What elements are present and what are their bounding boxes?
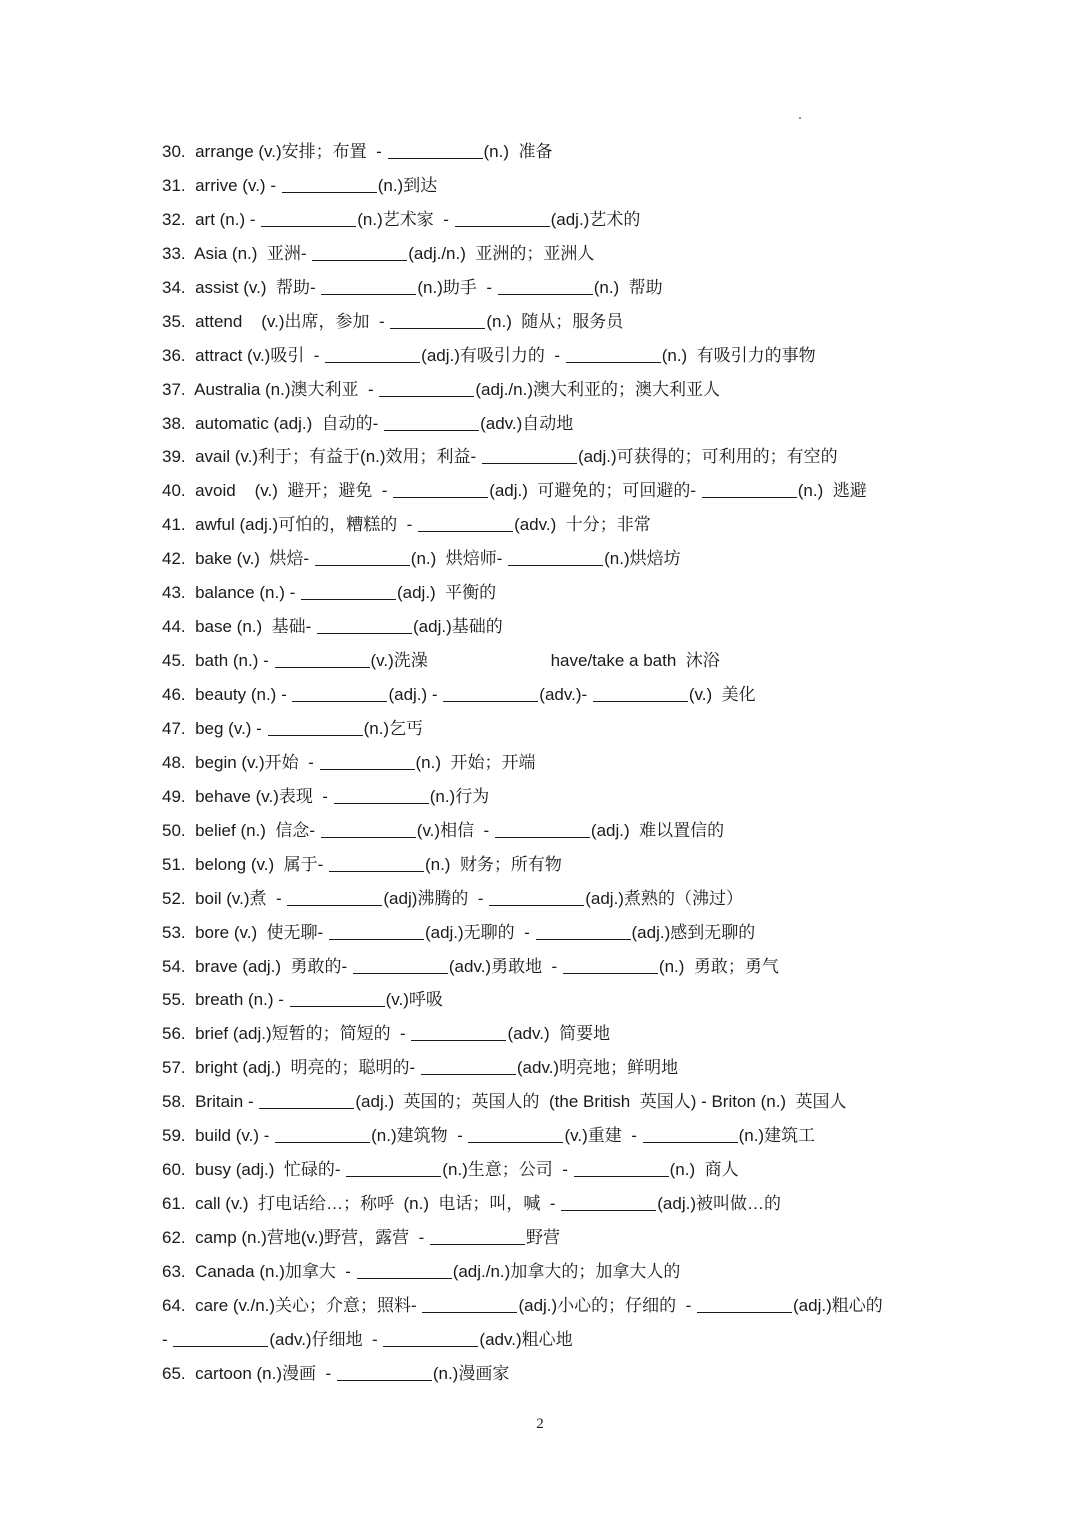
vocab-entry-42 [162, 544, 942, 578]
entry-text: (n.) 商人 [669, 1160, 739, 1180]
fill-in-blank[interactable] [418, 530, 513, 532]
entry-text: 42. bake (v.) 烘焙- [162, 549, 314, 569]
entry-text: (adj.) 英国的；英国人的 (the British 英国人) - Briton (n.) 英国人 [355, 1092, 847, 1112]
entry-text: (adv.)明亮地；鲜明地 [516, 1058, 679, 1078]
entry-text: (n.) 帮助 [593, 277, 663, 297]
vocab-entry-34 [162, 273, 942, 307]
vocab-entry-40 [162, 476, 942, 510]
entry-text: 37. Australia (n.)澳大利亚 - [162, 379, 379, 399]
fill-in-blank[interactable] [482, 462, 577, 464]
entry-text: (v.) 美化 [688, 685, 756, 704]
entry-text: (adj.) 难以置信的 [590, 820, 725, 840]
entry-text: 38. automatic (adj.) 自动的- [162, 413, 384, 433]
scan-speck [799, 117, 801, 119]
fill-in-blank[interactable] [702, 496, 797, 498]
vocab-entry-47 [162, 714, 942, 748]
fill-in-blank[interactable] [329, 938, 424, 940]
entry-text: (adj)沸腾的 - [383, 888, 489, 908]
entry-text: (n.) 开始；开端 [415, 752, 536, 772]
vocab-entry-41 [162, 510, 942, 544]
fill-in-blank[interactable] [411, 1039, 506, 1041]
entry-text: 44. base (n.) 基础- [162, 617, 316, 637]
entry-text: (adj.) 可避免的；可回避的- [489, 481, 701, 501]
fill-in-blank[interactable] [468, 1141, 563, 1143]
fill-in-blank[interactable] [268, 734, 363, 736]
entry-text: 53. bore (v.) 使无聊- [162, 922, 328, 942]
entry-text: (adj.)有吸引力的 - [421, 345, 565, 365]
vocab-entry-50 [162, 816, 942, 850]
vocab-entry-58 [162, 1087, 942, 1121]
entry-text: 47. beg (v.) - [162, 718, 267, 738]
entry-text: 49. behave (v.)表现 - [162, 786, 333, 806]
fill-in-blank[interactable] [536, 938, 631, 940]
entry-text: (n.) 有吸引力的事物 [661, 345, 816, 365]
vocab-entry-57 [162, 1053, 942, 1087]
fill-in-blank[interactable] [390, 327, 485, 329]
entry-text: 65. cartoon (n.)漫画 - [162, 1363, 336, 1383]
vocab-entry-39 [162, 442, 942, 476]
fill-in-blank[interactable] [563, 972, 658, 974]
vocab-entry-46 [162, 680, 942, 714]
fill-in-blank[interactable] [383, 1345, 478, 1347]
entry-text: (n.)到达 [377, 175, 438, 195]
vocab-entry-43 [162, 578, 942, 612]
fill-in-blank[interactable] [388, 157, 483, 159]
fill-in-blank[interactable] [275, 666, 370, 668]
entry-text: (n.) 随从；服务员 [486, 311, 624, 331]
entry-text: (n.)漫画家 [432, 1363, 510, 1383]
fill-in-blank[interactable] [261, 225, 356, 227]
vocab-entry-64b [162, 1325, 942, 1359]
vocab-entry-35 [162, 307, 942, 341]
entry-text: (adj.)被叫做…的 [657, 1194, 781, 1214]
vocab-entry-36 [162, 341, 942, 375]
vocab-entry-32 [162, 205, 942, 239]
entry-text: 32. art (n.) - [162, 209, 261, 229]
page-number: 2 [536, 1416, 544, 1432]
fill-in-blank[interactable] [320, 768, 415, 770]
vocab-entry-54 [162, 952, 942, 986]
entry-text: 60. busy (adj.) 忙碌的- [162, 1160, 346, 1180]
entry-text: 41. awful (adj.)可怕的，糟糕的 - [162, 515, 418, 535]
vocab-entry-60 [162, 1155, 942, 1189]
entry-text: (adj.)可获得的；可利用的；有空的 [577, 447, 838, 467]
entry-text: (n.) 准备 [483, 142, 553, 161]
fill-in-blank[interactable] [290, 1005, 385, 1007]
vocab-entry-44 [162, 612, 942, 646]
entry-text: (adj.) - [388, 685, 443, 704]
entry-text: (adj./n.) 亚洲的；亚洲人 [408, 243, 595, 263]
entry-text: 58. Britain - [162, 1092, 259, 1112]
fill-in-blank[interactable] [357, 1277, 452, 1279]
entry-text: (adv.)自动地 [480, 413, 574, 433]
vocab-entry-48 [162, 748, 942, 782]
entry-text: - [162, 1329, 173, 1349]
vocab-entry-33 [162, 239, 942, 273]
fill-in-blank[interactable] [561, 1209, 656, 1211]
vocab-entry-59 [162, 1121, 942, 1155]
fill-in-blank[interactable] [495, 836, 590, 838]
fill-in-blank[interactable] [697, 1311, 792, 1313]
entry-text: (n.)烘焙坊 [604, 549, 681, 569]
fill-in-blank[interactable] [282, 191, 377, 193]
entry-text: (adv.)粗心地 [479, 1329, 573, 1349]
entry-text: 34. assist (v.) 帮助- [162, 277, 321, 297]
entry-text: 野营 [526, 1228, 560, 1247]
fill-in-blank[interactable] [287, 904, 382, 906]
entry-text: 30. arrange (v.)安排；布置 - [162, 142, 387, 161]
fill-in-blank[interactable] [275, 1141, 370, 1143]
entry-text: (adj.)小心的；仔细的 - [518, 1295, 697, 1315]
entry-text: (adv.)勇敢地 - [448, 956, 562, 976]
entry-text: (v.)洗澡 have/take a bath 沐浴 [370, 651, 720, 671]
fill-in-blank[interactable] [593, 700, 688, 702]
entry-text: (adv.) 十分；非常 [514, 515, 651, 535]
entry-text: 46. beauty (n.) - [162, 685, 292, 704]
fill-in-blank[interactable] [317, 632, 412, 634]
fill-in-blank[interactable] [321, 836, 416, 838]
vocab-entry-62 [162, 1223, 942, 1257]
entry-text: (adj.)无聊的 - [424, 922, 535, 942]
vocab-entry-56 [162, 1019, 942, 1053]
entry-text: (n.)行为 [429, 786, 490, 806]
vocab-entry-64a [162, 1291, 942, 1325]
entry-text: 59. build (v.) - [162, 1126, 275, 1146]
fill-in-blank[interactable] [337, 1379, 432, 1381]
entry-text: 57. bright (adj.) 明亮的；聪明的- [162, 1058, 420, 1078]
entry-text: (adv.) 简要地 [507, 1024, 611, 1044]
vocab-entry-37 [162, 375, 942, 409]
entry-text: 45. bath (n.) - [162, 651, 274, 671]
fill-in-blank[interactable] [508, 564, 603, 566]
fill-in-blank[interactable] [421, 1073, 516, 1075]
entry-text: 61. call (v.) 打电话给…；称呼 (n.) 电话；叫，喊 - [162, 1194, 561, 1214]
vocab-entry-55 [162, 985, 942, 1019]
fill-in-blank[interactable] [430, 1243, 525, 1245]
entry-text: (adv.)- [539, 685, 592, 704]
fill-in-blank[interactable] [173, 1345, 268, 1347]
entry-text: 63. Canada (n.)加拿大 - [162, 1261, 356, 1281]
vocab-entry-49 [162, 782, 942, 816]
fill-in-blank[interactable] [321, 293, 416, 295]
entry-text: (n.) 逃避 [797, 481, 867, 501]
entry-text: 39. avail (v.)利于；有益于(n.)效用；利益- [162, 447, 481, 467]
fill-in-blank[interactable] [346, 1175, 441, 1177]
entry-text: 52. boil (v.)煮 - [162, 888, 287, 908]
fill-in-blank[interactable] [259, 1107, 354, 1109]
entry-text: (adj.)煮熟的（沸过） [585, 888, 743, 908]
entry-text: 50. belief (n.) 信念- [162, 820, 320, 840]
entry-text: (n.) 烘焙师- [410, 549, 508, 569]
entry-text: (adj./n.)澳大利亚的；澳大利亚人 [475, 379, 720, 399]
fill-in-blank[interactable] [379, 395, 474, 397]
vocab-entry-30 [162, 137, 942, 171]
entry-text: (v.)呼吸 [385, 990, 443, 1010]
vocab-entry-61 [162, 1189, 942, 1223]
entry-text: (adj./n.)加拿大的；加拿大人的 [452, 1261, 681, 1281]
vocab-entry-45 [162, 646, 942, 680]
fill-in-blank[interactable] [301, 598, 396, 600]
entry-text: (n.)建筑工 [738, 1126, 816, 1146]
fill-in-blank[interactable] [422, 1311, 517, 1313]
fill-in-blank[interactable] [325, 361, 420, 363]
entry-text: 33. Asia (n.) 亚洲- [162, 243, 312, 263]
fill-in-blank[interactable] [315, 564, 410, 566]
entry-text: 31. arrive (v.) - [162, 175, 281, 195]
entry-text: 54. brave (adj.) 勇敢的- [162, 956, 352, 976]
entry-text: (adj.)粗心的 [793, 1295, 883, 1315]
fill-in-blank[interactable] [292, 700, 387, 702]
fill-in-blank[interactable] [312, 259, 407, 261]
entry-text: 43. balance (n.) - [162, 583, 300, 603]
vocab-entry-52 [162, 884, 942, 918]
vocab-entry-63 [162, 1257, 942, 1291]
fill-in-blank[interactable] [498, 293, 593, 295]
entry-text: 56. brief (adj.)短暂的；简短的 - [162, 1024, 411, 1044]
entry-text: (adj.)感到无聊的 [631, 922, 756, 942]
entry-text: (adj.)艺术的 [550, 209, 641, 229]
fill-in-blank[interactable] [489, 904, 584, 906]
fill-in-blank[interactable] [643, 1141, 738, 1143]
fill-in-blank[interactable] [334, 802, 429, 804]
fill-in-blank[interactable] [393, 496, 488, 498]
entry-text: 36. attract (v.)吸引 - [162, 345, 325, 365]
fill-in-blank[interactable] [574, 1175, 669, 1177]
entry-text: (n.)生意；公司 - [442, 1160, 573, 1180]
entry-text: 62. camp (n.)营地(v.)野营，露营 - [162, 1228, 429, 1247]
entry-text: 51. belong (v.) 属于- [162, 854, 328, 874]
vocab-entry-51 [162, 850, 942, 884]
entry-text: (v.)相信 - [416, 820, 494, 840]
vocab-entry-31 [162, 171, 942, 205]
fill-in-blank[interactable] [353, 972, 448, 974]
fill-in-blank[interactable] [566, 361, 661, 363]
fill-in-blank[interactable] [384, 429, 479, 431]
entry-text: (n.)建筑物 - [371, 1126, 468, 1146]
entry-text: (n.) 财务；所有物 [424, 854, 562, 874]
entry-text: (adv.)仔细地 - [269, 1329, 383, 1349]
vocab-entry-38 [162, 409, 942, 443]
entry-text: 64. care (v./n.)关心；介意；照料- [162, 1295, 422, 1315]
fill-in-blank[interactable] [455, 225, 550, 227]
entry-text: (n.)助手 - [417, 277, 497, 297]
vocab-entry-53 [162, 918, 942, 952]
entry-text: 55. breath (n.) - [162, 990, 289, 1010]
entry-text: 40. avoid (v.) 避开；避免 - [162, 481, 393, 501]
fill-in-blank[interactable] [329, 870, 424, 872]
entry-text: (n.)艺术家 - [357, 209, 454, 229]
entry-text: (adj.) 平衡的 [396, 583, 497, 603]
entry-text: (adj.)基础的 [413, 617, 503, 637]
fill-in-blank[interactable] [443, 700, 538, 702]
vocab-entry-65 [162, 1359, 942, 1393]
entry-text: 35. attend (v.)出席，参加 - [162, 311, 390, 331]
entry-text: 48. begin (v.)开始 - [162, 752, 319, 772]
entry-text: (n.) 勇敢；勇气 [658, 956, 779, 976]
vocabulary-list [162, 137, 942, 1393]
entry-text: (v.)重建 - [564, 1126, 642, 1146]
entry-text: (n.)乞丐 [363, 718, 424, 738]
